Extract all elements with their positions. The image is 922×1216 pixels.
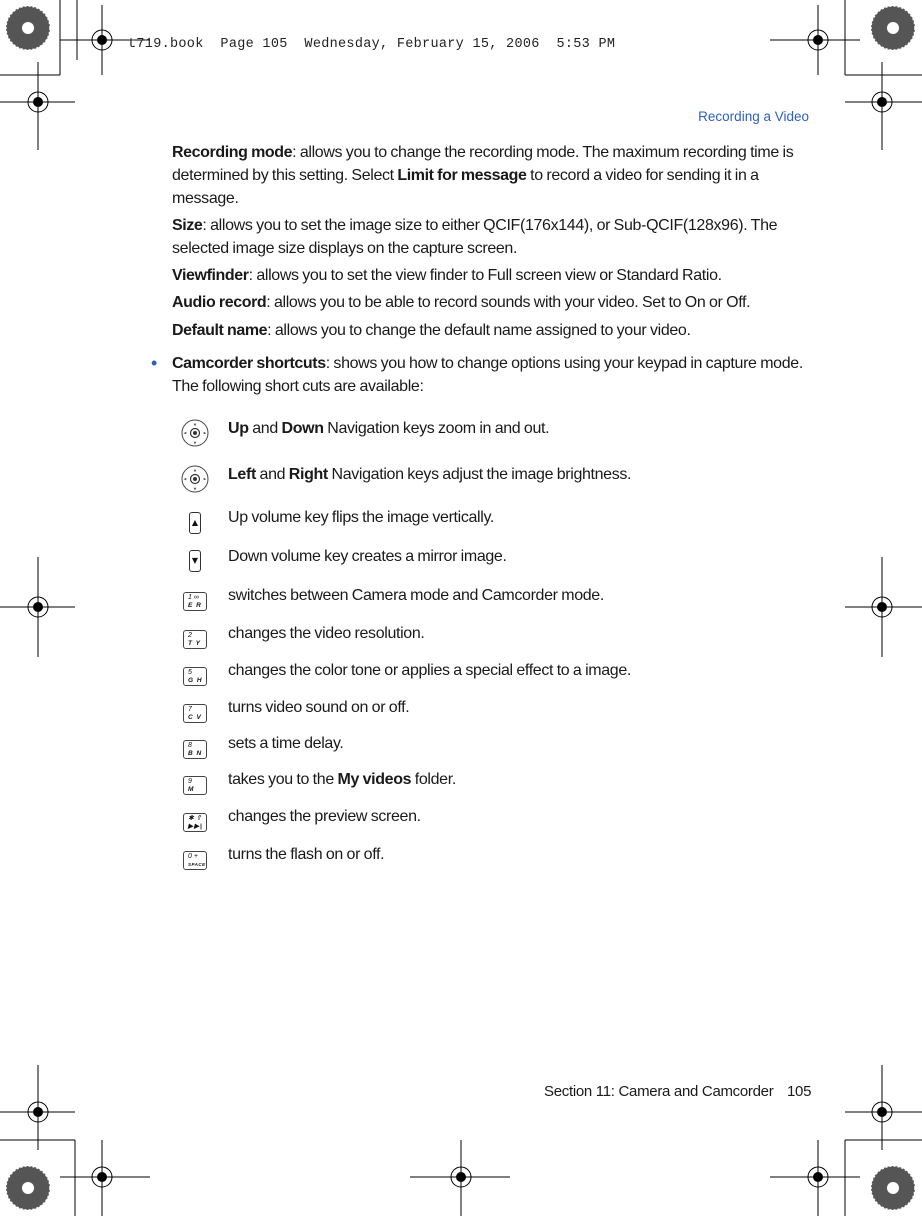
book-file-header: t719.book Page 105 Wednesday, February 15, 2006 5:53 PM xyxy=(128,37,616,52)
setting-default-name: Default name: allows you to change the default name assigned to your video. xyxy=(172,322,691,339)
navigation-key-icon xyxy=(181,465,209,493)
shortcut-resolution: changes the video resolution. xyxy=(228,625,425,642)
shortcut-mode-switch: switches between Camera mode and Camcorder mode. xyxy=(228,587,604,604)
svg-text:▲: ▲ xyxy=(193,468,197,472)
shortcut-brightness: Left and Right Navigation keys adjust the image brightness. xyxy=(228,466,632,483)
svg-text:▼: ▼ xyxy=(193,441,197,445)
setting-term: Size xyxy=(172,217,203,234)
shortcut-preview: changes the preview screen. xyxy=(228,808,421,825)
key-2-icon: 2 T Y xyxy=(183,630,207,649)
svg-text:▲: ▲ xyxy=(193,422,197,426)
bullet-camcorder-shortcuts: Camcorder shortcuts: shows you how to change options using your keypad in capture mode. The following short cuts are available: xyxy=(172,355,803,395)
running-head: Recording a Video xyxy=(698,109,809,124)
setting-viewfinder: Viewfinder: allows you to set the view finder to Full screen view or Standard Ratio. xyxy=(172,267,722,284)
setting-term: Default name xyxy=(172,322,268,339)
setting-term: Recording mode xyxy=(172,144,293,161)
setting-size: Size: allows you to set the image size to either QCIF(176x144), or Sub-QCIF(128x96). The selected image size displays on the capture screen. xyxy=(172,217,778,257)
svg-text:◀: ◀ xyxy=(183,477,187,481)
shortcut-color-tone: changes the color tone or applies a special effect to a image. xyxy=(228,662,631,679)
svg-text:▼: ▼ xyxy=(193,487,197,491)
setting-term: Audio record xyxy=(172,294,267,311)
bullet-icon: • xyxy=(151,353,158,373)
shortcut-mirror: Down volume key creates a mirror image. xyxy=(228,548,507,565)
shortcut-flip: Up volume key flips the image vertically. xyxy=(228,509,495,526)
setting-audio-record: Audio record: allows you to be able to record sounds with your video. Set to On or Off. xyxy=(172,294,751,311)
key-9-icon: 9 M xyxy=(183,776,207,795)
shortcut-flash: turns the flash on or off. xyxy=(228,846,385,863)
setting-recording-mode: Recording mode: allows you to change the recording mode. The maximum recording time is determined by this setting. Select Limit for message to record a video for sending it in a message. xyxy=(172,144,794,207)
shortcut-time-delay: sets a time delay. xyxy=(228,735,344,752)
key-5-icon: 5 G H xyxy=(183,667,207,686)
svg-text:▶: ▶ xyxy=(203,431,207,435)
key-star-icon: ✱ ⇑ ▶▶| xyxy=(183,813,207,832)
volume-down-key-icon: ▼ xyxy=(189,550,201,572)
key-7-icon: 7 C V xyxy=(183,704,207,723)
volume-up-key-icon: ▲ xyxy=(189,512,201,534)
svg-text:▶: ▶ xyxy=(203,477,207,481)
key-8-icon: 8 B N xyxy=(183,740,207,759)
navigation-key-icon xyxy=(181,419,209,447)
svg-text:◀: ◀ xyxy=(183,431,187,435)
footer-section: Section 11: Camera and Camcorder xyxy=(544,1083,774,1100)
shortcut-my-videos: takes you to the My videos folder. xyxy=(228,771,456,788)
shortcut-zoom: Up and Down Navigation keys zoom in and out. xyxy=(228,420,550,437)
page-number: 105 xyxy=(787,1083,812,1100)
key-0-icon: 0 + SPACE xyxy=(183,851,207,870)
key-1-icon: 1 ∞ E R xyxy=(183,592,207,611)
shortcut-sound: turns video sound on or off. xyxy=(228,699,410,716)
setting-term: Viewfinder xyxy=(172,267,249,284)
